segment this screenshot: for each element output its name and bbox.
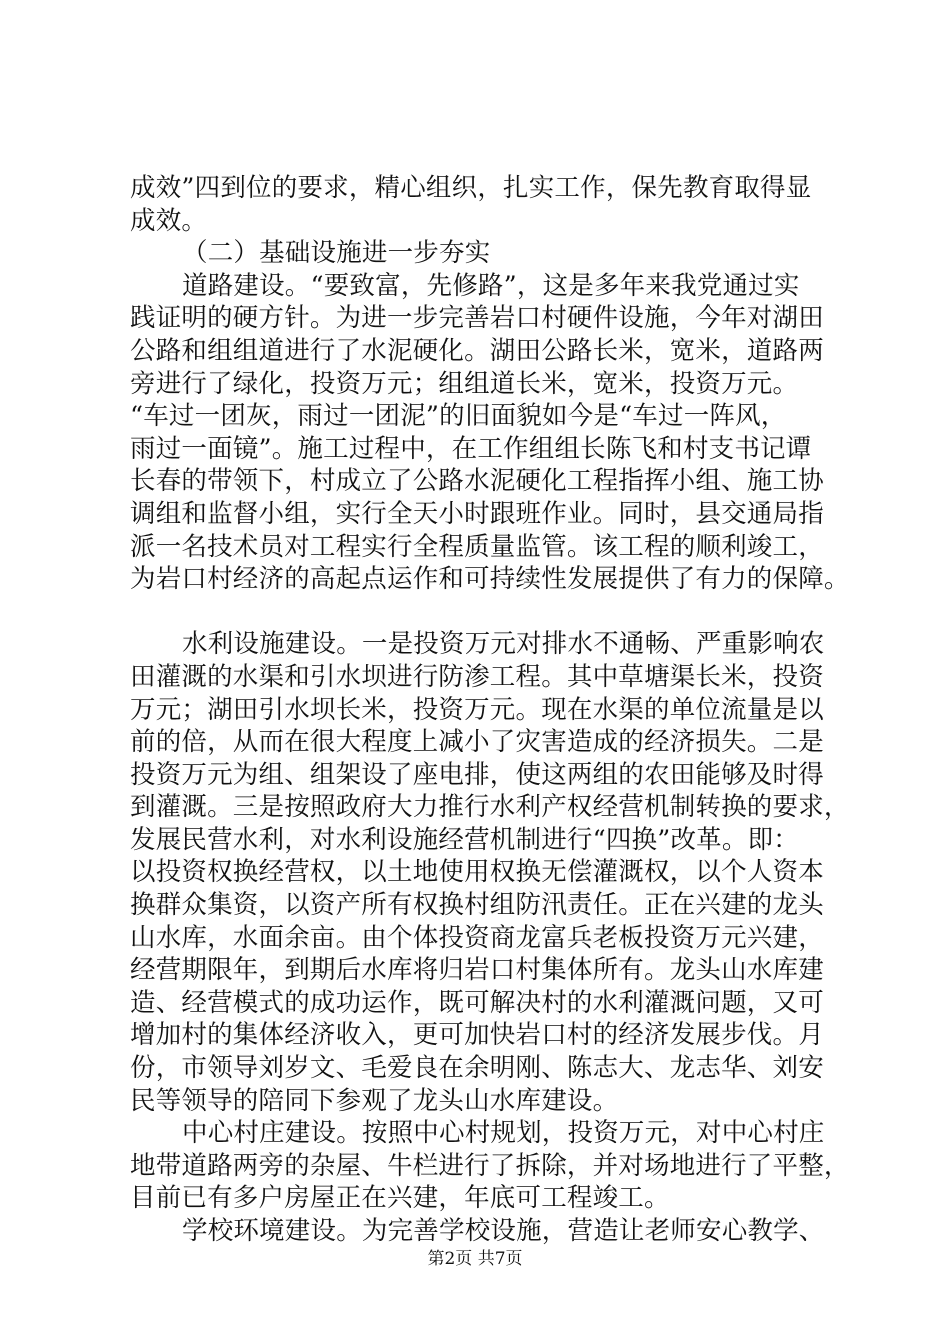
paragraph-line: 山水库，水面余亩。由个体投资商龙富兵老板投资万元兴建， (130, 922, 824, 953)
paragraph-line: 田灌溉的水渠和引水坝进行防渗工程。其中草塘渠长米，投资 (130, 661, 824, 692)
paragraph-line: 投资万元为组、组架设了座电排，使这两组的农田能够及时得 (130, 759, 824, 790)
paragraph-line: 民等领导的陪同下参观了龙头山水库建设。 (130, 1085, 619, 1116)
paragraph-line: “车过一团灰，雨过一团泥”的旧面貌如今是“车过一阵风， (130, 401, 787, 432)
paragraph-line: 以投资权换经营权，以土地使用权换无偿灌溉权，以个人资本 (130, 857, 824, 888)
paragraph-line: 旁进行了绿化，投资万元；组组道长米，宽米，投资万元。 (130, 368, 799, 399)
paragraph-gap (130, 596, 830, 629)
paragraph-line: 到灌溉。三是按照政府大力推行水利产权经营机制转换的要求， (130, 792, 850, 823)
paragraph-line: 水利设施建设。一是投资万元对排水不通畅、严重影响农 (182, 629, 825, 660)
paragraph-line: 增加村的集体经济收入，更可加快岩口村的经济发展步伐。月 (130, 1020, 824, 1051)
paragraph-line: 成效。 (130, 205, 208, 236)
page-number-footer: 第2页 共7页 (427, 1249, 523, 1269)
paragraph-line: 为岩口村经济的高起点运作和可持续性发展提供了有力的保障。 (130, 564, 850, 595)
paragraph-line: 地带道路两旁的杂屋、牛栏进行了拆除，并对场地进行了平整， (130, 1150, 850, 1181)
paragraph-line: 万元；湖田引水坝长米，投资万元。现在水渠的单位流量是以 (130, 694, 824, 725)
paragraph-line: 调组和监督小组，实行全天小时跟班作业。同时，县交通局指 (130, 498, 824, 529)
document-body (130, 172, 850, 1248)
paragraph-line: 学校环境建设。为完善学校设施，营造让老师安心教学、 (182, 1216, 825, 1246)
paragraph-line: 目前已有多户房屋正在兴建，年底可工程竣工。 (130, 1183, 670, 1214)
paragraph-line: 换群众集资，以资产所有权换村组防汛责任。正在兴建的龙头 (130, 890, 824, 921)
paragraph-line: 公路和组组道进行了水泥硬化。湖田公路长米，宽米，道路两 (130, 335, 824, 366)
paragraph-line: 经营期限年，到期后水库将归岩口村集体所有。龙头山水库建 (130, 955, 824, 986)
paragraph-line: 发展民营水利，对水利设施经营机制进行“四换”改革。即： (130, 824, 799, 855)
paragraph-line: 道路建设。“要致富，先修路”，这是多年来我党通过实 (182, 270, 800, 301)
paragraph-line: 成效”四到位的要求，精心组织，扎实工作，保先教育取得显 (130, 173, 812, 203)
paragraph-line: 中心村庄建设。按照中心村规划，投资万元，对中心村庄 (182, 1118, 825, 1149)
paragraph-line: 派一名技术员对工程实行全程质量监管。该工程的顺利竣工， (130, 531, 824, 562)
paragraph-line: 雨过一面镜”。施工过程中，在工作组组长陈飞和村支书记谭 (130, 433, 812, 464)
paragraph-line: 践证明的硬方针。为进一步完善岩口村硬件设施，今年对湖田 (130, 303, 824, 334)
paragraph-line: 造、经营模式的成功运作，既可解决村的水利灌溉问题，又可 (130, 987, 824, 1018)
paragraph-line: 前的倍，从而在很大程度上减小了灾害造成的经济损失。二是 (130, 727, 824, 758)
paragraph-line: 长春的带领下，村成立了公路水泥硬化工程指挥小组、施工协 (130, 466, 824, 497)
paragraph-line: 份，市领导刘岁文、毛爱良在余明刚、陈志大、龙志华、刘安 (130, 1053, 824, 1084)
section-heading: （二）基础设施进一步夯实 (182, 238, 491, 269)
